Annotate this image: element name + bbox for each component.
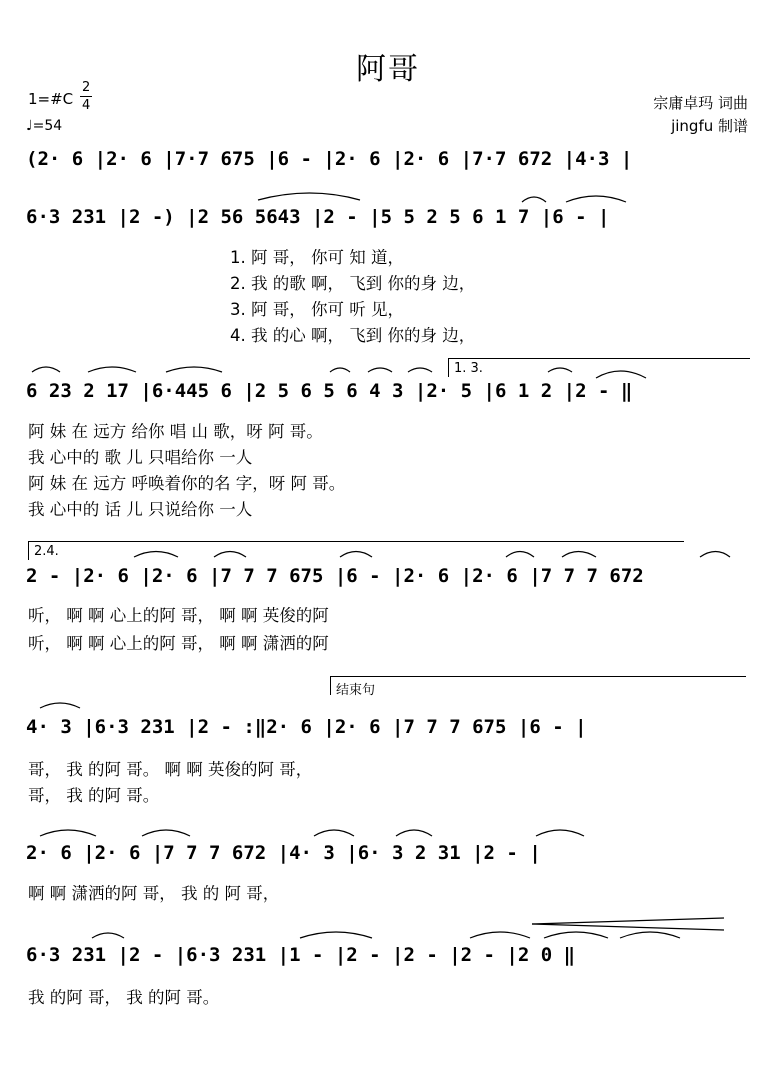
arranger-credit: jingfu 制谱 — [671, 117, 748, 135]
score-row-7: 6·3 231 |2 - |6·3 231 |1 - |2 - |2 - |2 - |2 0 ‖ — [26, 944, 576, 966]
tempo-marking: ♩=54 — [26, 118, 63, 134]
score-row-4: 2 - |2· 6 |2· 6 |7 7 7 675 |6 - |2· 6 |2· 6 |7 7 7 672 — [26, 565, 644, 587]
composer-credit: 宗庸卓玛 词曲 — [653, 94, 748, 112]
song-title: 阿哥 — [356, 52, 420, 87]
volta-2-bracket: 2.4. — [28, 541, 684, 560]
lyric-line: 哥， 我 的阿 哥。 啊 啊 英俊的阿 哥， — [28, 760, 313, 779]
lyric-line: 我 的阿 哥， 我 的阿 哥。 — [28, 988, 220, 1007]
lyric-line: 我 心中的 话 儿 只说给你 一人 — [28, 500, 253, 519]
time-signature-bottom: 4 — [82, 98, 91, 113]
score-row-6: 2· 6 |2· 6 |7 7 7 672 |4· 3 |6· 3 2 31 |2 - | — [26, 842, 541, 864]
lyric-line: 听， 啊 啊 心上的阿 哥， 啊 啊 潇洒的阿 — [28, 634, 329, 653]
time-signature-top: 2 — [82, 80, 91, 95]
score-row-5: 4· 3 |6·3 231 |2 - :‖2· 6 |2· 6 |7 7 7 675 |6 - | — [26, 716, 587, 738]
score-row-2: 6·3 231 |2 -) |2 56 5643 |2 - |5 5 2 5 6 1 7 |6 - | — [26, 206, 610, 228]
lyric-line: 1. 阿 哥， 你可 知 道， — [230, 248, 404, 267]
lyric-line: 2. 我 的歌 啊， 飞到 你的身 边， — [230, 274, 476, 293]
lyric-line: 听， 啊 啊 心上的阿 哥， 啊 啊 英俊的阿 — [28, 606, 329, 625]
lyric-line: 阿 妹 在 远方 呼唤着你的名 字，呀 阿 哥。 — [28, 474, 346, 493]
lyric-line: 啊 啊 潇洒的阿 哥， 我 的 阿 哥， — [28, 884, 280, 903]
volta-1-bracket: 1. 3. — [448, 358, 750, 377]
lyric-line: 我 心中的 歌 儿 只唱给你 一人 — [28, 448, 253, 467]
time-signature-line — [80, 96, 92, 97]
score-row-1: (2· 6 |2· 6 |7·7 675 |6 - |2· 6 |2· 6 |7·7 672 |4·3 | — [26, 148, 633, 170]
score-row-3: 6 23 2 17 |6·445 6 |2 5 6 5 6 4 3 |2· 5 |6 1 2 |2 - ‖ — [26, 380, 633, 402]
ending-bracket: 结束句 — [330, 676, 746, 695]
lyric-line: 4. 我 的心 啊， 飞到 你的身 边， — [230, 326, 476, 345]
lyric-line: 阿 妹 在 远方 给你 唱 山 歌，呀 阿 哥。 — [28, 422, 323, 441]
lyric-line: 3. 阿 哥， 你可 听 见， — [230, 300, 404, 319]
key-signature: 1=#C — [28, 90, 74, 108]
lyric-line: 哥， 我 的阿 哥。 — [28, 786, 160, 805]
